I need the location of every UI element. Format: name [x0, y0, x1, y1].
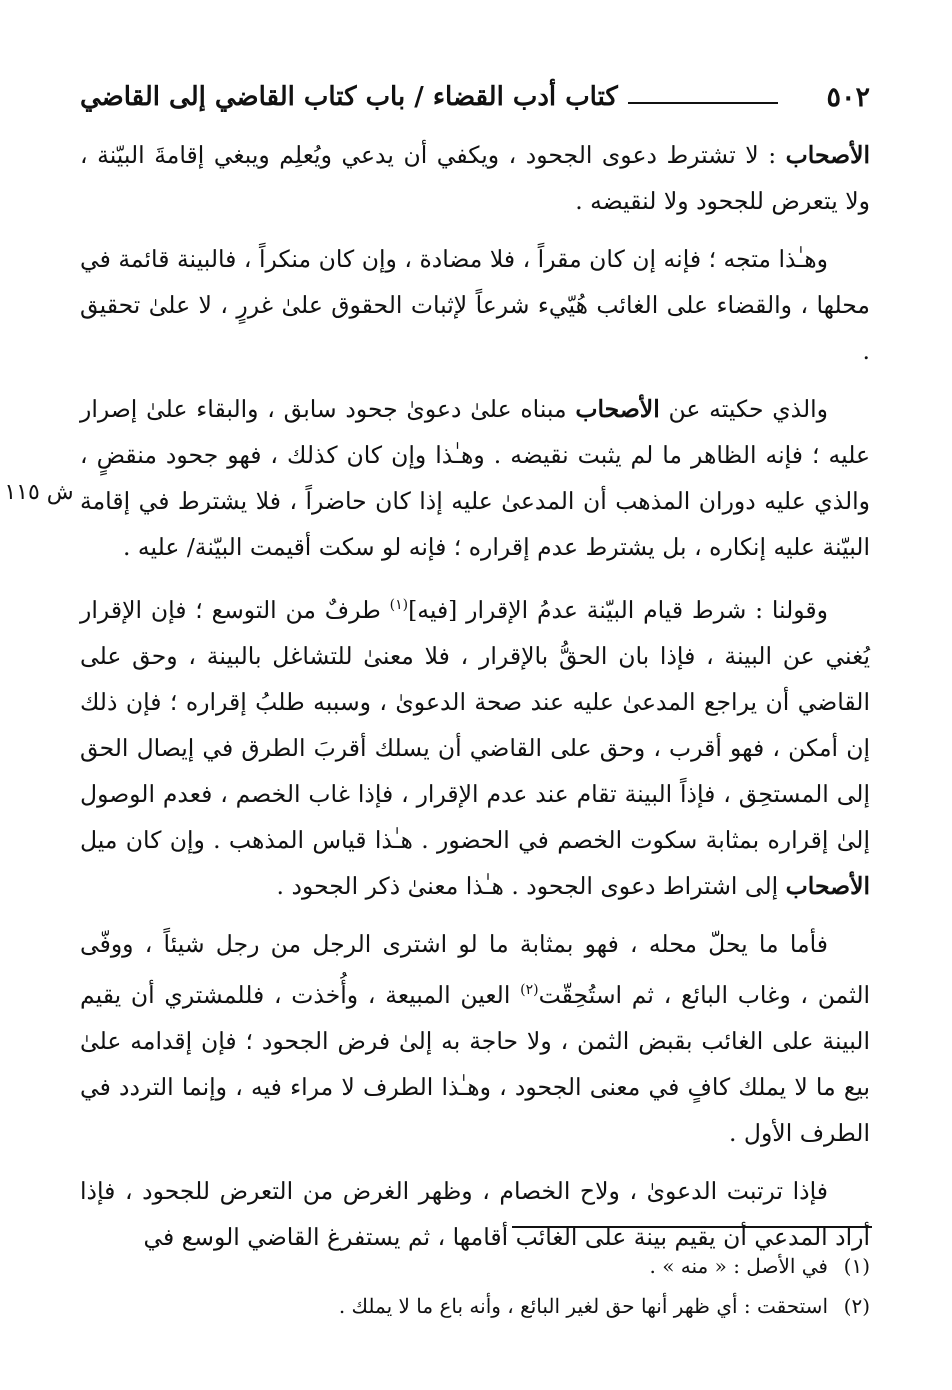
- footnote-2: [80, 1286, 870, 1326]
- footnote-number: (٢): [843, 1294, 870, 1318]
- footnote-number: (١): [843, 1254, 870, 1278]
- header-rule: [628, 102, 778, 104]
- margin-manuscript-note: ش ١١٥: [4, 480, 74, 505]
- footnote-1: [80, 1246, 870, 1286]
- footnote-ref-1: (١): [389, 597, 409, 613]
- paragraph-text: طرفٌ من التوسع ؛ فإن الإقرار يُغني عن البينة ، فإذا بان الحقُّ بالإقرار ، فلا معنىٰ للتشاغل بالبينة ، وحق على القاضي أن يراجع المدعىٰ عليه عند صحة الدعوىٰ ، وسببه طلبُ إقراره ؛ فإن ذلك إن أمكن ، فهو أقرب ، وحق على القاضي أن يسلك أقربَ الطرق في إيصال الحق إلى المستحِق ، فإذاً البينة تقام عند عدم الإقرار ، فإذا غاب الخصم ، فعدم الوصول إلىٰ إقراره بمثابة سكوت الخصم في الحضور . هـٰذا قياس المذهب . وإن كان ميل: [80, 595, 870, 854]
- paragraph-4: [80, 582, 870, 909]
- bold-term: الأصحاب: [575, 395, 660, 423]
- footnote-separator: [512, 1226, 872, 1228]
- footnotes: [80, 1246, 870, 1326]
- paragraph-2: [80, 236, 870, 374]
- paragraph-text-pre: وقولنا : شرط قيام البيّنة عدمُ الإقرار [فيه]: [408, 595, 828, 624]
- running-title: كتاب أدب القضاء / باب كتاب القاضي إلى القاضي: [80, 82, 618, 112]
- paragraph-text-post: إلى اشتراط دعوى الجحود . هـٰذا معنىٰ ذكر الجحود .: [276, 871, 786, 900]
- paragraph-1: [80, 132, 870, 224]
- page-number: ٥٠٢: [826, 82, 870, 113]
- paragraph-5: [80, 921, 870, 1156]
- bold-term: الأصحاب: [785, 141, 870, 169]
- paragraph-text: فإذا ترتبت الدعوىٰ ، ولاح الخصام ، وظهر الغرض من التعرض للجحود ، فإذا أراد المدعي أن يقيم بينة على الغائب أقامها ، ثم يستفرغ القاضي الوسع في: [80, 1176, 870, 1251]
- footnote-text: استحقت : أي ظهر أنها حق لغير البائع ، وأنه باع ما لا يملك .: [338, 1294, 828, 1318]
- paragraph-text: وهـٰذا متجه ؛ فإنه إن كان مقراً ، فلا مضادة ، وإن كان منكراً ، فالبينة قائمة في محلها ، والقضاء على الغائب هُيّيء شرعاً لإثبات الحقوق علىٰ غررٍ ، لا علىٰ تحقيق .: [80, 245, 870, 365]
- paragraph-text: : لا تشترط دعوى الجحود ، ويكفي أن يدعي ويُعلِم ويبغي إقامةَ البيّنة ، ولا يتعرض للجحود ولا لنقيضه .: [80, 141, 870, 215]
- paragraph-text-pre: والذي حكيته عن: [659, 395, 829, 423]
- main-text: [80, 132, 870, 1272]
- paragraph-text: العين المبيعة ، وأُخذت ، فللمشتري أن يقيم البينة على الغائب بقبض الثمن ، ولا حاجة به إلىٰ فرض الجحود ؛ فإن إقدامه علىٰ بيع ما لا يملك كافٍ في معنى الجحود ، وهـٰذا الطرف لا مراء فيه ، وإنما التردد في الطرف الأول .: [80, 980, 870, 1147]
- bold-term: الأصحاب: [785, 871, 870, 900]
- page-header: [80, 78, 870, 126]
- paragraph-3: [80, 386, 870, 570]
- footnote-ref-2: (٢): [520, 981, 539, 998]
- paragraph-text: مبناه علىٰ دعوىٰ جحود سابق ، والبقاء علىٰ إصرار عليه ؛ فإنه الظاهر ما لم يثبت نقيضه . وهـٰذا وإن كان كذلك ، فهو جحود منقضٍ ، والذي عليه دوران المذهب أن المدعىٰ عليه إذا كان حاضراً ، فلا يشترط في إقامة البيّنة عليه إنكاره ، بل يشترط عدم إقراره ؛ فإنه لو سكت أقيمت البيّنة/ عليه .: [80, 395, 870, 561]
- paragraph-text-pre: فأما ما يحلّ محله ، فهو بمثابة ما لو اشترى الرجل من رجل شيئاً ، ووفّى الثمن ، وغاب البائع ، ثم استُحِقّت: [80, 929, 871, 1009]
- footnote-text: في الأصل : « منه » .: [649, 1254, 828, 1278]
